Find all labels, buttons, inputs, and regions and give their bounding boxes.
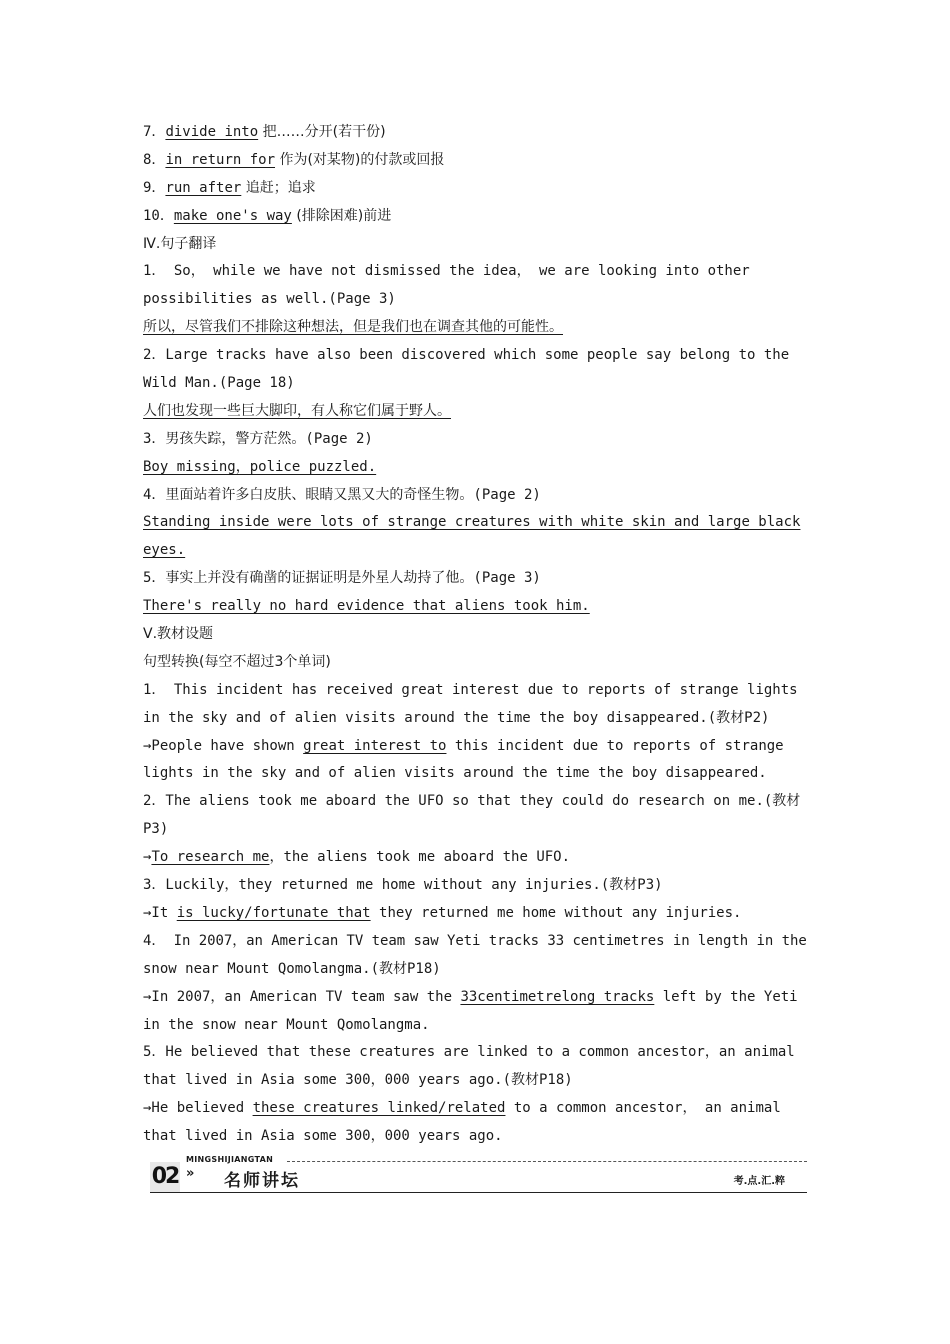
phrase-item bbox=[143, 175, 807, 203]
question-line: 2．The aliens took me aboard the UFO so that they could do research on me.(教材 bbox=[143, 793, 801, 810]
banner-number: 02 bbox=[150, 1162, 180, 1192]
question-line: 1． This incident has received great interest due to reports of strange lights bbox=[143, 681, 798, 698]
phrase-number: 8． bbox=[143, 151, 166, 168]
question-line: possibilities as well.(Page 3) bbox=[143, 291, 396, 308]
phrase-meaning: 追赶；追求 bbox=[241, 179, 316, 196]
answer-line bbox=[143, 593, 807, 621]
phrase-answer: make one's way bbox=[173, 207, 292, 224]
answer-line bbox=[143, 844, 807, 872]
answer-line: lights in the sky and of alien visits around the time the boy disappeared. bbox=[143, 765, 767, 782]
question-line: that lived in Asia some 300，000 years ago.(教材P18) bbox=[143, 1072, 573, 1089]
question-line: 3．男孩失踪，警方茫然。(Page 2) bbox=[143, 430, 373, 447]
banner-bottom-rule bbox=[150, 1192, 807, 1193]
question-line: 1． So， while we have not dismissed the idea， we are looking into other bbox=[143, 263, 750, 280]
answer-line bbox=[143, 537, 807, 565]
question-line: 3．Luckily，they returned me home without any injuries.(教材P3) bbox=[143, 877, 663, 894]
banner-pinyin: MINGSHIJIANGTAN bbox=[186, 1155, 274, 1164]
answer-line bbox=[143, 314, 807, 342]
answer-line bbox=[143, 984, 807, 1012]
section-heading: Ⅴ.教材设题 bbox=[143, 626, 214, 643]
answer-line bbox=[143, 454, 807, 482]
answer-line bbox=[143, 733, 807, 761]
question-line: 5．事实上并没有确凿的证据证明是外星人劫持了他。(Page 3) bbox=[143, 570, 541, 587]
banner-title: 名师讲坛 bbox=[224, 1171, 300, 1191]
document-body bbox=[143, 119, 807, 1151]
question-line: 4． In 2007，an American TV team saw Yeti tracks 33 centimetres in length in the bbox=[143, 932, 807, 949]
answer-blank: To research me bbox=[151, 849, 270, 866]
phrase-item bbox=[143, 119, 807, 147]
answer-prefix: →He believed bbox=[143, 1100, 253, 1117]
answer-text: eyes. bbox=[143, 542, 186, 559]
answer-prefix: →People have shown bbox=[143, 737, 304, 754]
phrase-number: 10． bbox=[143, 207, 174, 224]
answer-blank: is lucky/fortunate that bbox=[176, 904, 371, 921]
answer-blank: these creatures linked/related bbox=[252, 1100, 506, 1117]
answer-prefix: →It bbox=[143, 904, 177, 921]
phrase-answer: in return for bbox=[165, 151, 276, 168]
question-line: P3) bbox=[143, 821, 169, 838]
answer-suffix: ，the aliens took me aboard the UFO. bbox=[269, 849, 571, 866]
answer-suffix: left by the Yeti bbox=[654, 988, 798, 1005]
section-heading: Ⅳ.句子翻译 bbox=[143, 235, 217, 252]
question-line: 2．Large tracks have also been discovered which some people say belong to the bbox=[143, 347, 790, 364]
banner-dashed-rule bbox=[287, 1161, 807, 1162]
answer-blank: great interest to bbox=[303, 737, 447, 754]
answer-line bbox=[143, 1095, 807, 1123]
section-subheading: 句型转换(每空不超过3个单词) bbox=[143, 653, 331, 670]
phrase-item bbox=[143, 203, 807, 231]
answer-line bbox=[143, 509, 807, 537]
answer-text: 人们也发现一些巨大脚印，有人称它们属于野人。 bbox=[143, 402, 451, 419]
answer-blank: 33centimetrelong tracks bbox=[460, 988, 655, 1005]
answer-suffix: this incident due to reports of strange bbox=[446, 737, 784, 754]
answer-text: Boy missing，police puzzled. bbox=[143, 458, 377, 475]
answer-suffix: to a common ancestor， an animal bbox=[505, 1100, 781, 1117]
question-line: snow near Mount Qomolangma.(教材P18) bbox=[143, 960, 441, 977]
answer-line: in the snow near Mount Qomolangma. bbox=[143, 1016, 430, 1033]
answer-prefix: →In 2007，an American TV team saw the bbox=[143, 988, 461, 1005]
answer-line bbox=[143, 398, 807, 426]
double-chevron-icon: » bbox=[186, 1166, 195, 1181]
question-line: in the sky and of alien visits around the time the boy disappeared.(教材P2) bbox=[143, 709, 770, 726]
answer-suffix: they returned me home without any injuries. bbox=[370, 904, 742, 921]
phrase-number: 7． bbox=[143, 124, 166, 140]
answer-line bbox=[143, 900, 807, 928]
phrase-answer: run after bbox=[165, 179, 242, 196]
answer-text: Standing inside were lots of strange creatures with white skin and large black bbox=[143, 514, 801, 531]
phrase-meaning: 作为(对某物)的付款或回报 bbox=[275, 151, 445, 168]
phrase-meaning: (排除困难)前进 bbox=[291, 207, 392, 224]
question-line: 5．He believed that these creatures are linked to a common ancestor，an animal bbox=[143, 1044, 795, 1061]
answer-line: that lived in Asia some 300，000 years ago. bbox=[143, 1128, 503, 1145]
question-line: Wild Man.(Page 18) bbox=[143, 375, 295, 392]
section-banner bbox=[150, 1155, 807, 1194]
question-line: 4．里面站着许多白皮肤、眼睛又黑又大的奇怪生物。(Page 2) bbox=[143, 486, 541, 503]
answer-prefix: → bbox=[143, 849, 152, 866]
banner-tag: 考.点.汇.粹 bbox=[733, 1176, 785, 1187]
answer-text: 所以，尽管我们不排除这种想法，但是我们也在调查其他的可能性。 bbox=[143, 319, 563, 336]
answer-text: There's really no hard evidence that aliens took him. bbox=[143, 598, 590, 615]
phrase-number: 9． bbox=[143, 179, 166, 196]
phrase-meaning: 把……分开(若干份) bbox=[258, 124, 386, 140]
phrase-answer: divide into bbox=[165, 124, 259, 140]
phrase-item bbox=[143, 147, 807, 175]
